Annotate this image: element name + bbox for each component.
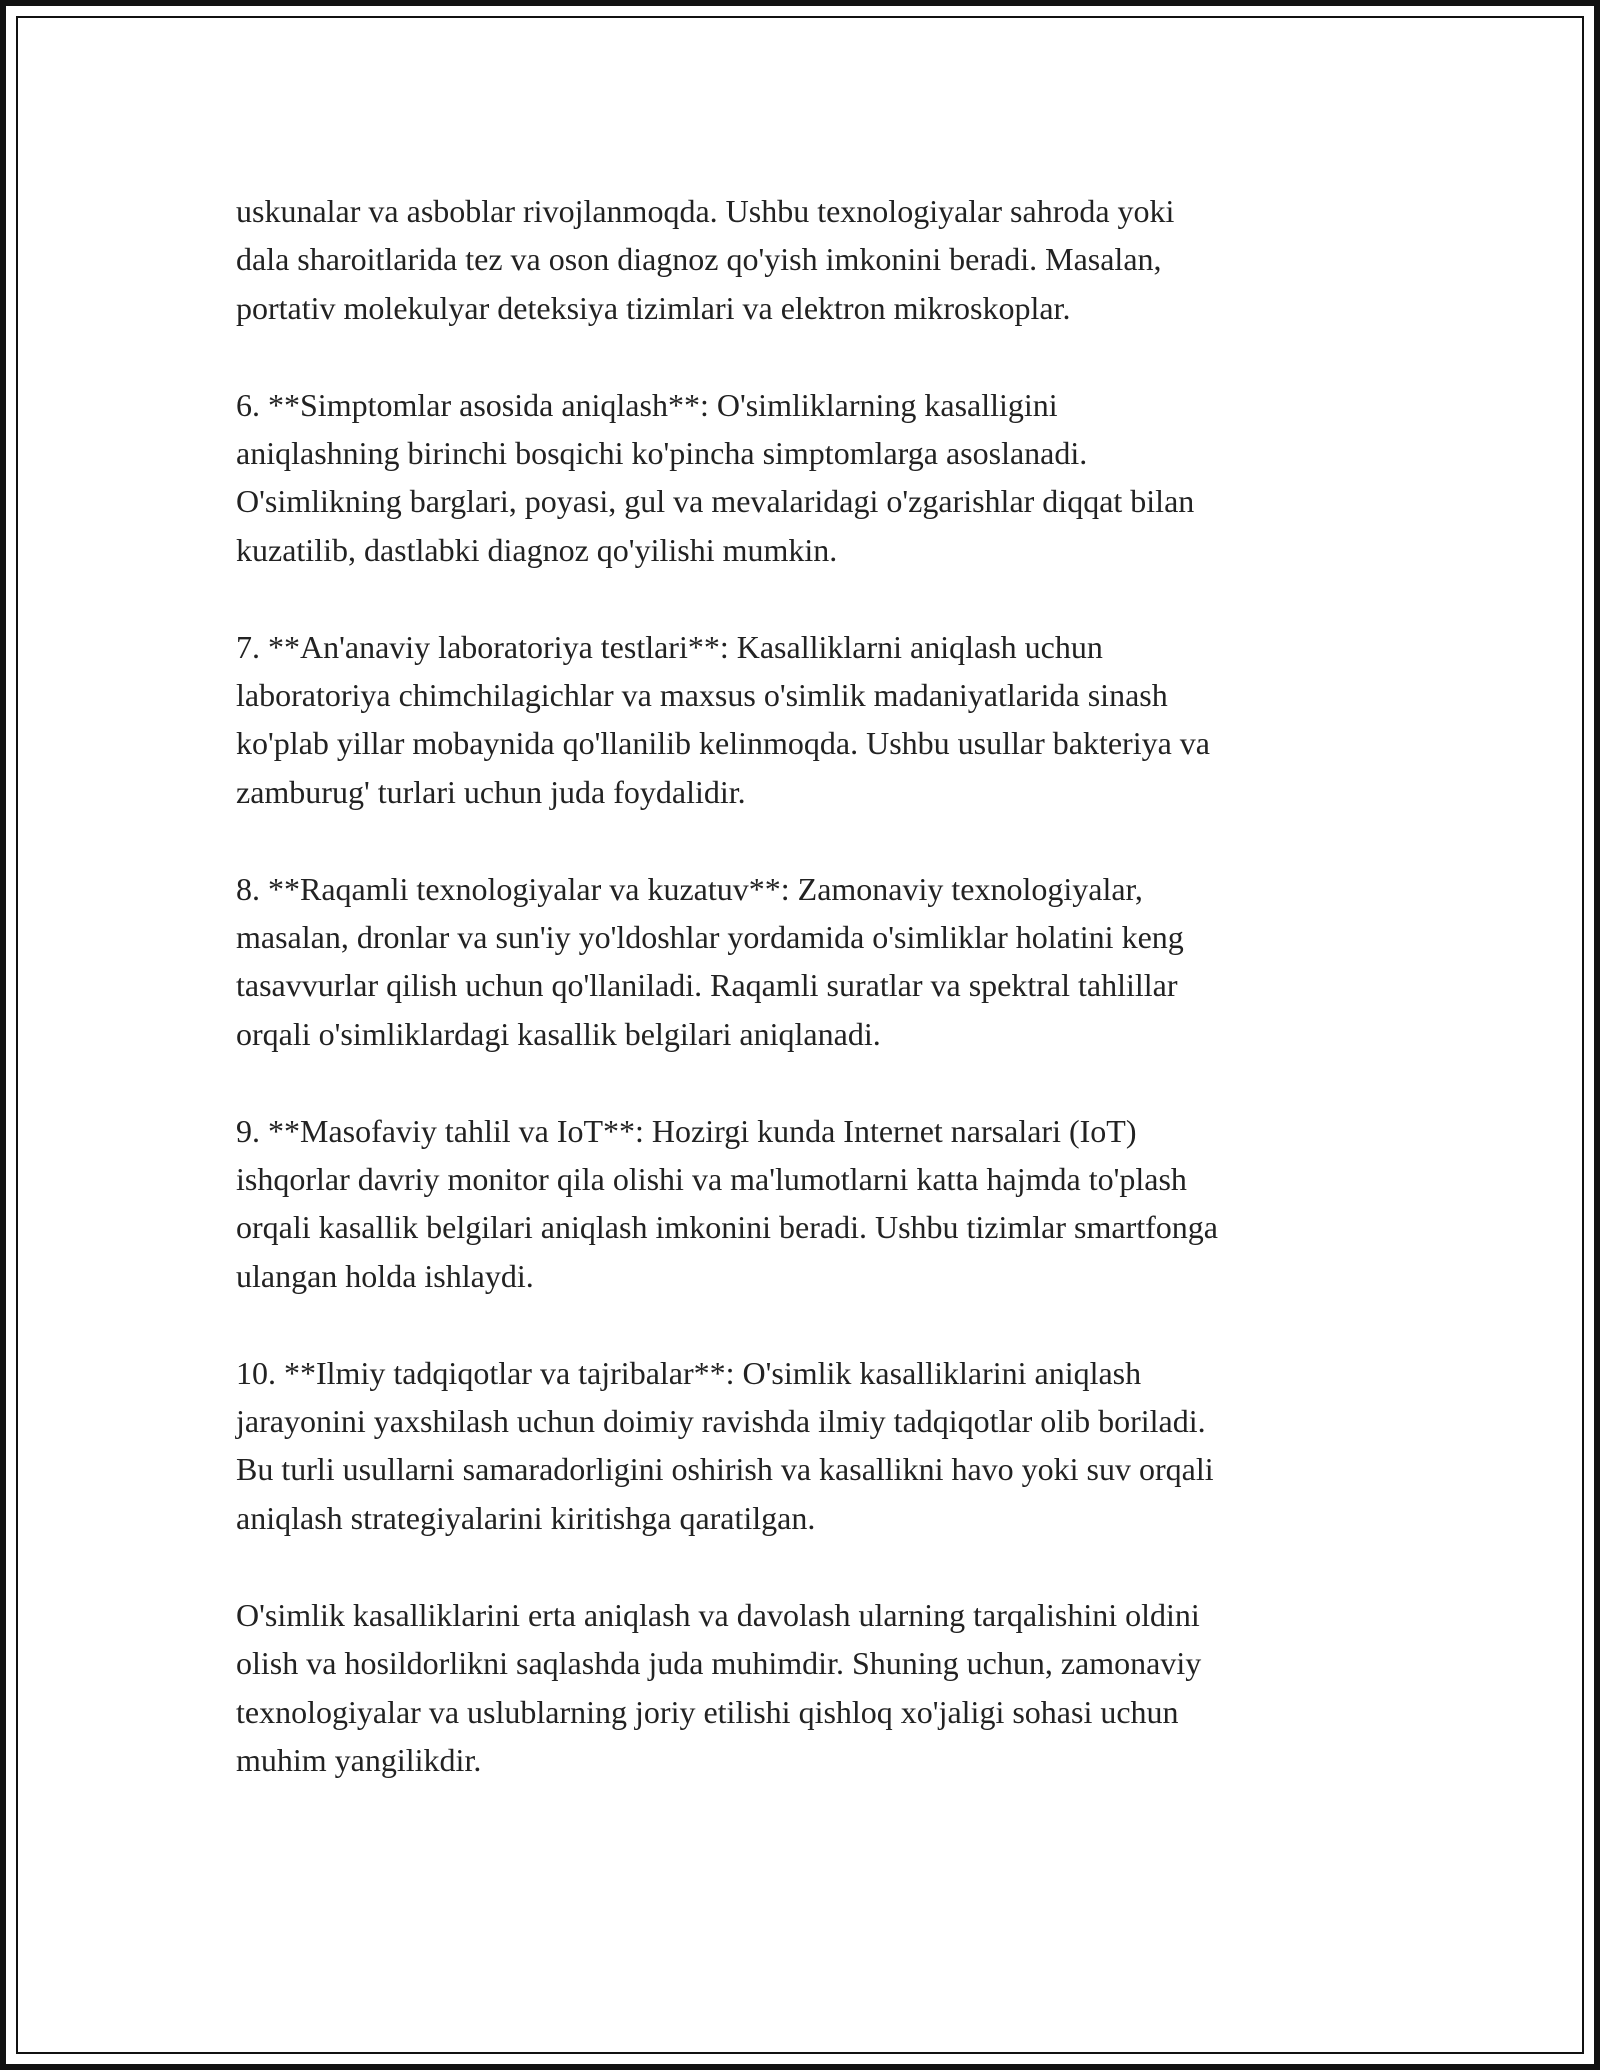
- text-line: 9. **Masofaviy tahlil va IoT**: Hozirgi kunda Internet narsalari (IoT): [236, 1112, 1137, 1149]
- text-line: aniqlash strategiyalarini kiritishga qaratilgan.: [236, 1499, 816, 1536]
- paragraph: [236, 623, 1396, 817]
- text-line: ulangan holda ishlaydi.: [236, 1257, 534, 1294]
- text-line: dala sharoitlarida tez va oson diagnoz qo'yish imkonini beradi. Masalan,: [236, 241, 1162, 278]
- text-line: ishqorlar davriy monitor qila olishi va ma'lumotlarni katta hajmda to'plash: [236, 1161, 1187, 1198]
- text-line: texnologiyalar va uslublarning joriy etilishi qishloq xo'jaligi sohasi uchun: [236, 1693, 1179, 1730]
- paragraph: [236, 187, 1396, 332]
- text-line: masalan, dronlar va sun'iy yo'ldoshlar yordamida o'simliklar holatini keng: [236, 919, 1184, 956]
- text-line: jarayonini yaxshilash uchun doimiy ravishda ilmiy tadqiqotlar olib boriladi.: [236, 1403, 1206, 1440]
- document-body: [236, 187, 1396, 1784]
- text-line: tasavvurlar qilish uchun qo'llaniladi. Raqamli suratlar va spektral tahlillar: [236, 967, 1178, 1004]
- text-line: 6. **Simptomlar asosida aniqlash**: O'simliklarning kasalligini: [236, 386, 1058, 423]
- text-line: zamburug' turlari uchun juda foydalidir.: [236, 773, 746, 810]
- paragraph: [236, 381, 1396, 575]
- text-line: portativ molekulyar deteksiya tizimlari va elektron mikroskoplar.: [236, 289, 1071, 326]
- text-line: orqali o'simliklardagi kasallik belgilari aniqlanadi.: [236, 1015, 881, 1052]
- text-line: uskunalar va asboblar rivojlanmoqda. Ushbu texnologiyalar sahroda yoki: [236, 193, 1175, 229]
- text-line: laboratoriya chimchilagichlar va maxsus o'simlik madaniyatlarida sinash: [236, 677, 1168, 714]
- paragraph: [236, 865, 1396, 1059]
- text-line: 10. **Ilmiy tadqiqotlar va tajribalar**: O'simlik kasalliklarini aniqlash: [236, 1354, 1142, 1391]
- text-line: aniqlashning birinchi bosqichi ko'pincha simptomlarga asoslanadi.: [236, 435, 1088, 472]
- text-line: Bu turli usullarni samaradorligini oshirish va kasallikni havo yoki suv orqali: [236, 1451, 1214, 1488]
- text-line: 8. **Raqamli texnologiyalar va kuzatuv**: Zamonaviy texnologiyalar,: [236, 870, 1143, 907]
- text-line: O'simlik kasalliklarini erta aniqlash va davolash ularning tarqalishini oldini: [236, 1596, 1200, 1633]
- text-line: O'simlikning barglari, poyasi, gul va mevalaridagi o'zgarishlar diqqat bilan: [236, 483, 1195, 520]
- text-line: olish va hosildorlikni saqlashda juda muhimdir. Shuning uchun, zamonaviy: [236, 1645, 1202, 1682]
- text-line: orqali kasallik belgilari aniqlash imkonini beradi. Ushbu tizimlar smartfonga: [236, 1209, 1218, 1246]
- paragraph: [236, 1591, 1396, 1785]
- text-line: ko'plab yillar mobaynida qo'llanilib kelinmoqda. Ushbu usullar bakteriya va: [236, 725, 1210, 762]
- paragraph: [236, 1349, 1396, 1543]
- text-line: kuzatilib, dastlabki diagnoz qo'yilishi mumkin.: [236, 531, 838, 568]
- text-line: muhim yangilikdir.: [236, 1741, 482, 1778]
- paragraph: [236, 1107, 1396, 1301]
- text-line: 7. **An'anaviy laboratoriya testlari**: Kasalliklarni aniqlash uchun: [236, 628, 1103, 665]
